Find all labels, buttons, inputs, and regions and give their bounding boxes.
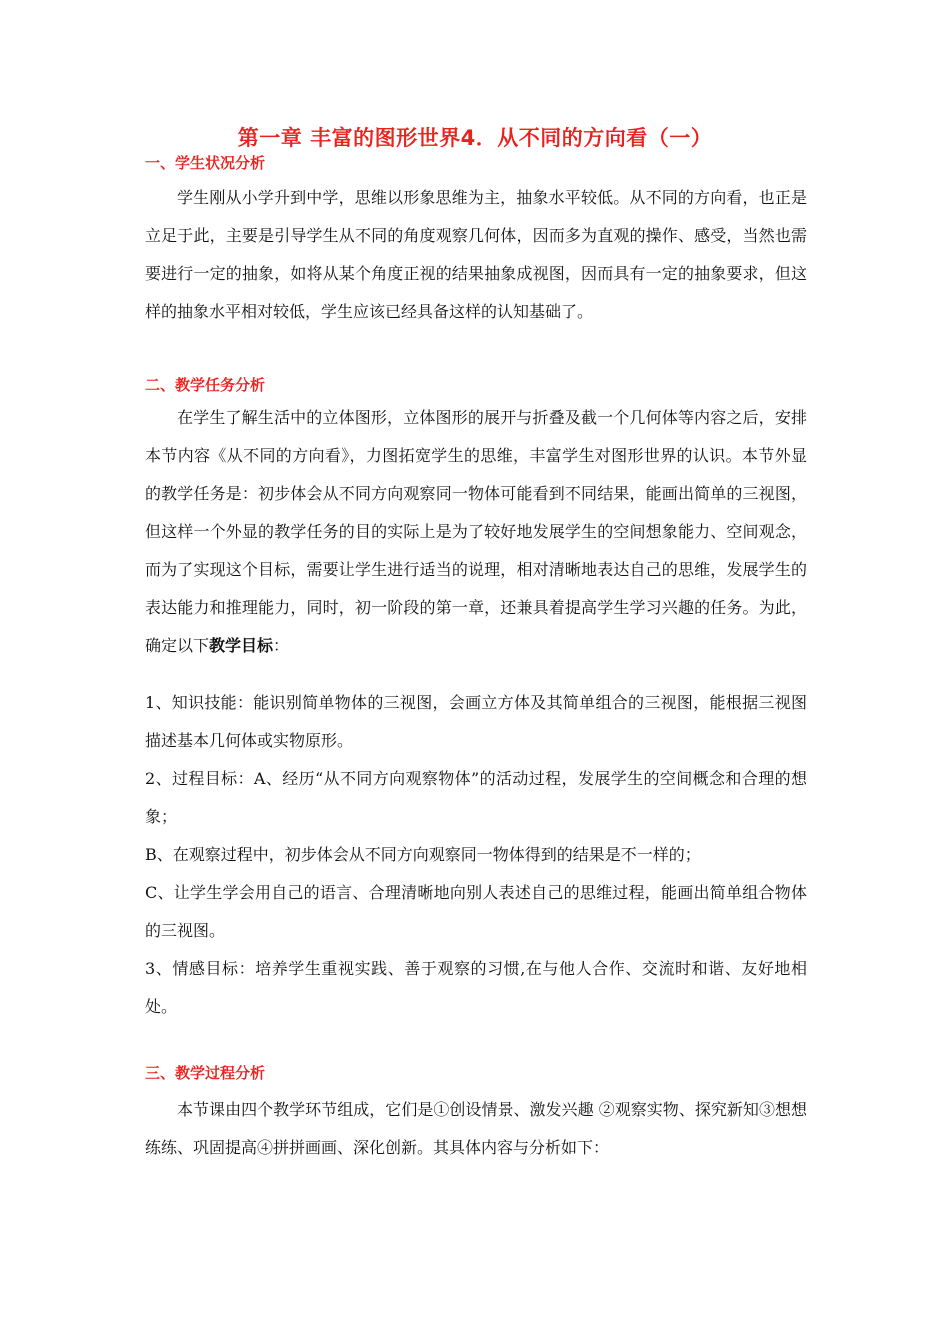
section-2-intro-end: ： — [273, 636, 290, 655]
goal-item-knowledge: 1、知识技能：能识别简单物体的三视图，会画立方体及其简单组合的三视图，能根据三视图描述基本几何体或实物原形。 — [145, 693, 807, 750]
goal-item-c: C、让学生学会用自己的语言、合理清晰地向别人表述自己的思维过程，能画出简单组合物体的三视图。 — [145, 883, 807, 940]
goal-item-process: 2、过程目标：A、经历“从不同方向观察物体”的活动过程，发展学生的空间概念和合理的想象； — [145, 769, 807, 826]
section-3-paragraph: 本节课由四个教学环节组成，它们是①创设情景、激发兴趣 ②观察实物、探究新知③想想练练、巩固提高④拼拼画画、深化创新。其具体内容与分析如下： — [145, 1100, 807, 1157]
section-1-paragraph: 学生刚从小学升到中学，思维以形象思维为主，抽象水平较低。从不同的方向看，也正是立足于此，主要是引导学生从不同的角度观察几何体，因而多为直观的操作、感受，当然也需要进行一定的抽象，如将从某个角度正视的结果抽象成视图，因而具有一定的抽象要求，但这样的抽象水平相对较低，学生应该已经具备这样的认知基础了。 — [145, 188, 807, 321]
section-heading-1: 一、学生状况分析 — [145, 154, 266, 172]
goal-item-b: B、在观察过程中，初步体会从不同方向观察同一物体得到的结果是不一样的； — [145, 845, 701, 864]
goal-item-emotion: 3、情感目标：培养学生重视实践、善于观察的习惯,在与他人合作、交流时和谐、友好地相处。 — [145, 959, 807, 1016]
document-title: 第一章 丰富的图形世界4．从不同的方向看（一） — [237, 126, 713, 150]
section-2-intro-paragraph — [145, 399, 807, 665]
teaching-goals-label: 教学目标 — [209, 636, 274, 655]
section-heading-2: 二、教学任务分析 — [145, 376, 266, 394]
section-2-intro-text: 在学生了解生活中的立体图形，立体图形的展开与折叠及截一个几何体等内容之后，安排本节内容《从不同的方向看》，力图拓宽学生的思维，丰富学生对图形世界的认识。本节外显的教学任务是：初步体会从不同方向观察同一物体可能看到不同结果，能画出简单的三视图，但这样一个外显的教学任务的目的实际上是为了较好地发展学生的空间想象能力、空间观念，而为了实现这个目标，需要让学生进行适当的说理，相对清晰地表达自己的思维，发展学生的表达能力和推理能力，同时，初一阶段的第一章，还兼具着提高学生学习兴趣的任务。为此，确定以下 — [145, 408, 807, 655]
section-heading-3: 三、教学过程分析 — [145, 1064, 266, 1082]
